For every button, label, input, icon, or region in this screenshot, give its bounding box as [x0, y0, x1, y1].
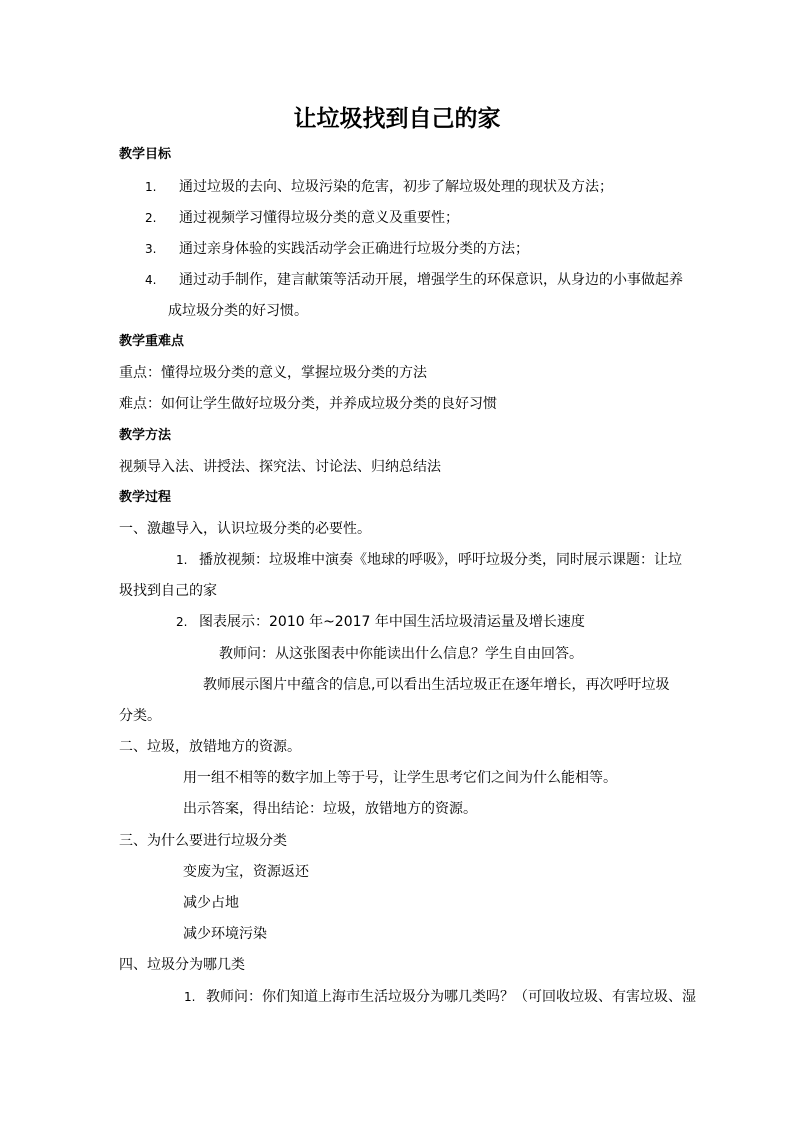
goal-item-4 — [145, 271, 683, 289]
list-number: 1. — [184, 990, 196, 1004]
methods-text: 视频导入法、讲授法、探究法、讨论法、归纳总结法 — [119, 459, 441, 475]
process-section-2-title: 二、垃圾，放错地方的资源。 — [119, 739, 301, 755]
list-number: 2. — [176, 615, 188, 629]
list-number: 1. — [145, 180, 157, 194]
process-s2-paragraph-2: 出示答案，得出结论：垃圾，放错地方的资源。 — [183, 801, 477, 817]
process-s1-item-1-continuation: 圾找到自己的家 — [119, 583, 217, 599]
list-number: 2. — [145, 211, 157, 225]
teacher-explanation: 教师展示图片中蕴含的信息,可以看出生活垃圾正在逐年增长，再次呼吁垃圾 — [203, 677, 670, 693]
section-heading-methods: 教学方法 — [119, 428, 172, 443]
difficulty-text: 难点：如何让学生做好垃圾分类，并养成垃圾分类的良好习惯 — [119, 396, 497, 412]
process-section-3-title: 三、为什么要进行垃圾分类 — [119, 833, 287, 849]
process-s4-item-1 — [184, 988, 696, 1006]
process-s3-point-2: 减少占地 — [183, 895, 239, 911]
list-item-text: 播放视频：垃圾堆中演奏《地球的呼吸》，呼吁垃圾分类，同时展示课题：让垃 — [199, 552, 682, 568]
list-item-text: 图表展示：2010 年~2017 年中国生活垃圾清运量及增长速度 — [199, 614, 585, 630]
process-s1-item-1 — [176, 551, 682, 569]
list-item-text: 通过视频学习懂得垃圾分类的意义及重要性； — [179, 210, 459, 226]
list-item-text: 通过亲身体验的实践活动学会正确进行垃圾分类的方法； — [179, 241, 529, 257]
list-number: 1. — [176, 553, 188, 567]
key-point-text: 重点：懂得垃圾分类的意义，掌握垃圾分类的方法 — [119, 365, 427, 381]
teacher-explanation-continuation: 分类。 — [119, 708, 161, 724]
section-heading-goals: 教学目标 — [119, 147, 172, 162]
process-s3-point-3: 减少环境污染 — [183, 926, 267, 942]
list-number: 4. — [145, 273, 157, 287]
goal-item-3 — [145, 240, 529, 258]
process-section-4-title: 四、垃圾分为哪几类 — [119, 957, 245, 973]
goal-item-4-continuation: 成垃圾分类的好习惯。 — [168, 303, 308, 319]
goal-item-1 — [145, 178, 613, 196]
process-section-1-title: 一、激趣导入，认识垃圾分类的必要性。 — [119, 521, 371, 537]
process-s2-paragraph-1: 用一组不相等的数字加上等于号，让学生思考它们之间为什么能相等。 — [183, 770, 617, 786]
document-title: 让垃圾找到自己的家 — [293, 106, 501, 132]
list-item-text: 通过垃圾的去向、垃圾污染的危害，初步了解垃圾处理的现状及方法； — [179, 179, 613, 195]
list-item-text: 教师问：你们知道上海市生活垃圾分为哪几类吗？（可回收垃圾、有害垃圾、湿 — [206, 989, 696, 1005]
list-number: 3. — [145, 242, 157, 256]
process-s1-item-2 — [176, 613, 585, 631]
process-s3-point-1: 变废为宝，资源返还 — [183, 864, 309, 880]
section-heading-keypoints: 教学重难点 — [119, 334, 185, 349]
goal-item-2 — [145, 209, 459, 227]
section-heading-process: 教学过程 — [119, 490, 172, 505]
teacher-question: 教师问：从这张图表中你能读出什么信息？学生自由回答。 — [219, 646, 583, 662]
list-item-text: 通过动手制作，建言献策等活动开展，增强学生的环保意识，从身边的小事做起养 — [179, 272, 683, 288]
